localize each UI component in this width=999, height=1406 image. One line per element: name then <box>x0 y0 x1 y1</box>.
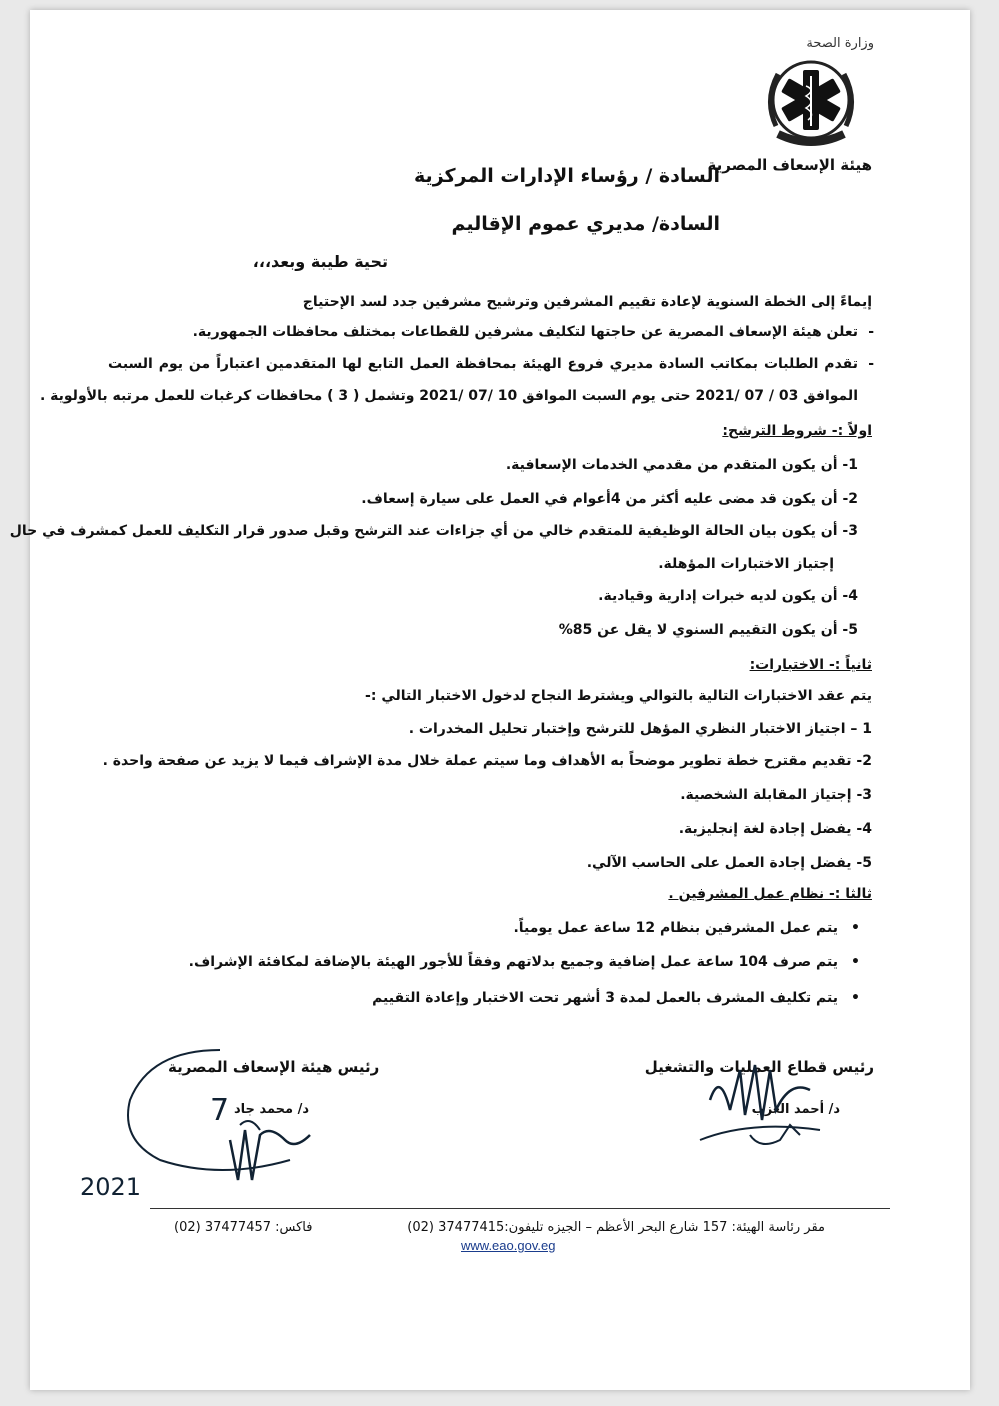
section-2-intro: يتم عقد الاختبارات التالية بالتوالي ويشترط النجاح لدخول الاختبار التالي :- <box>365 688 872 704</box>
test-item: 5- يفضل إجادة العمل على الحاسب الآلي. <box>586 855 872 871</box>
condition-item: 3- أن يكون بيان الحالة الوظيفية للمتقدم خالي من أي جزاءات عند الترشح وقبل صدور قرار التكليف للعمل كمشرف في حال <box>9 523 858 539</box>
work-system-item: • يتم عمل المشرفين بنظام 12 ساعة عمل يومياً. <box>513 920 860 936</box>
condition-item: 5- أن يكون التقييم السنوي لا يقل عن 85% <box>558 622 858 638</box>
test-item: 3- إجتياز المقابلة الشخصية. <box>680 787 872 803</box>
intro-paragraph-1: إيماءً إلى الخطة السنوية لإعادة تقييم المشرفين وترشيح مشرفين جدد لسد الإحتياج <box>302 294 872 310</box>
footer-address: مقر رئاسة الهيئة: 157 شارع البحر الأعظم – الجيزه تليفون:37477415 (02) <box>407 1220 825 1235</box>
section-3-title: ثالثا :- نظام عمل المشرفين . <box>668 886 872 902</box>
right-handwritten-signature <box>690 1040 870 1160</box>
section-2-title: ثانياً :- الاختبارات: <box>749 657 872 673</box>
signatory-right-title: رئيس قطاع العمليات والتشغيل <box>644 1058 874 1076</box>
addressee-line-2: السادة/ مديري عموم الإقاليم <box>451 213 720 235</box>
signatory-left-title: رئيس هيئة الإسعاف المصرية <box>168 1058 380 1076</box>
section-1-title: اولاً :- شروط الترشح: <box>722 423 872 439</box>
star-of-life-emblem-icon <box>756 56 866 152</box>
footer-fax: فاكس: 37477457 (02) <box>174 1220 313 1235</box>
work-system-item: • يتم صرف 104 ساعة عمل إضافية وجميع بدلاتهم وفقاً للأجور الهيئة بالإضافة لمكافئة الإشراف. <box>188 954 860 970</box>
intro-paragraph-2: - تعلن هيئة الإسعاف المصرية عن حاجتها لتكليف مشرفين للقطاعات بمختلف محافظات الجمهورية. <box>192 324 874 340</box>
website-link[interactable]: www.eao.gov.eg <box>461 1238 556 1253</box>
signatory-right-name: د/ أحمد العزب <box>751 1102 840 1117</box>
footer-divider <box>150 1208 890 1209</box>
condition-item: 4- أن يكون لديه خبرات إدارية وقيادية. <box>598 588 858 604</box>
intro-paragraph-3b: الموافق 03 / 07 /2021 حتى يوم السبت الموافق 10 /07 /2021 وتشمل ( 3 ) محافظات كرغبات للعمل مرتبه بالأولوية . <box>39 388 858 404</box>
signatory-left-name: د/ محمد جاد <box>234 1102 310 1117</box>
org-name: هيئة الإسعاف المصرية <box>707 156 872 174</box>
handwritten-year: 2021 <box>80 1173 142 1200</box>
condition-item: 1- أن يكون المتقدم من مقدمي الخدمات الإسعافية. <box>505 457 858 473</box>
test-item: 1 – اجتياز الاختبار النظري المؤهل للترشح وإختبار تحليل المخدرات . <box>408 721 872 737</box>
test-item: 2- تقديم مقترح خطة تطوير موضحاً به الأهداف وما سيتم عملة خلال مدة الإشراف فيما لا يزيد عن صفحة واحدة . <box>102 753 872 769</box>
test-item: 4- يفضل إجادة لغة إنجليزية. <box>678 821 872 837</box>
addressee-line-1: السادة / رؤساء الإدارات المركزية <box>414 165 720 187</box>
condition-item: 2- أن يكون قد مضى عليه أكثر من 4أعوام في العمل على سيارة إسعاف. <box>361 491 858 507</box>
condition-item-continuation: إجتياز الاختبارات المؤهلة. <box>658 556 834 572</box>
work-system-item: • يتم تكليف المشرف بالعمل لمدة 3 أشهر تحت الاختبار وإعادة التقييم <box>372 990 860 1006</box>
left-handwritten-signature <box>70 1030 430 1200</box>
ministry-name: وزارة الصحة <box>806 36 874 51</box>
greeting: تحية طيبة وبعد،،، <box>252 252 388 271</box>
intro-paragraph-3a: - تقدم الطلبات بمكاتب السادة مديري فروع الهيئة بمحافظة العمل التابع لها المتقدمين اعتباراً من يوم السبت <box>108 356 874 372</box>
document-page <box>9 10 970 1390</box>
handwritten-number: 7 <box>210 1093 230 1128</box>
